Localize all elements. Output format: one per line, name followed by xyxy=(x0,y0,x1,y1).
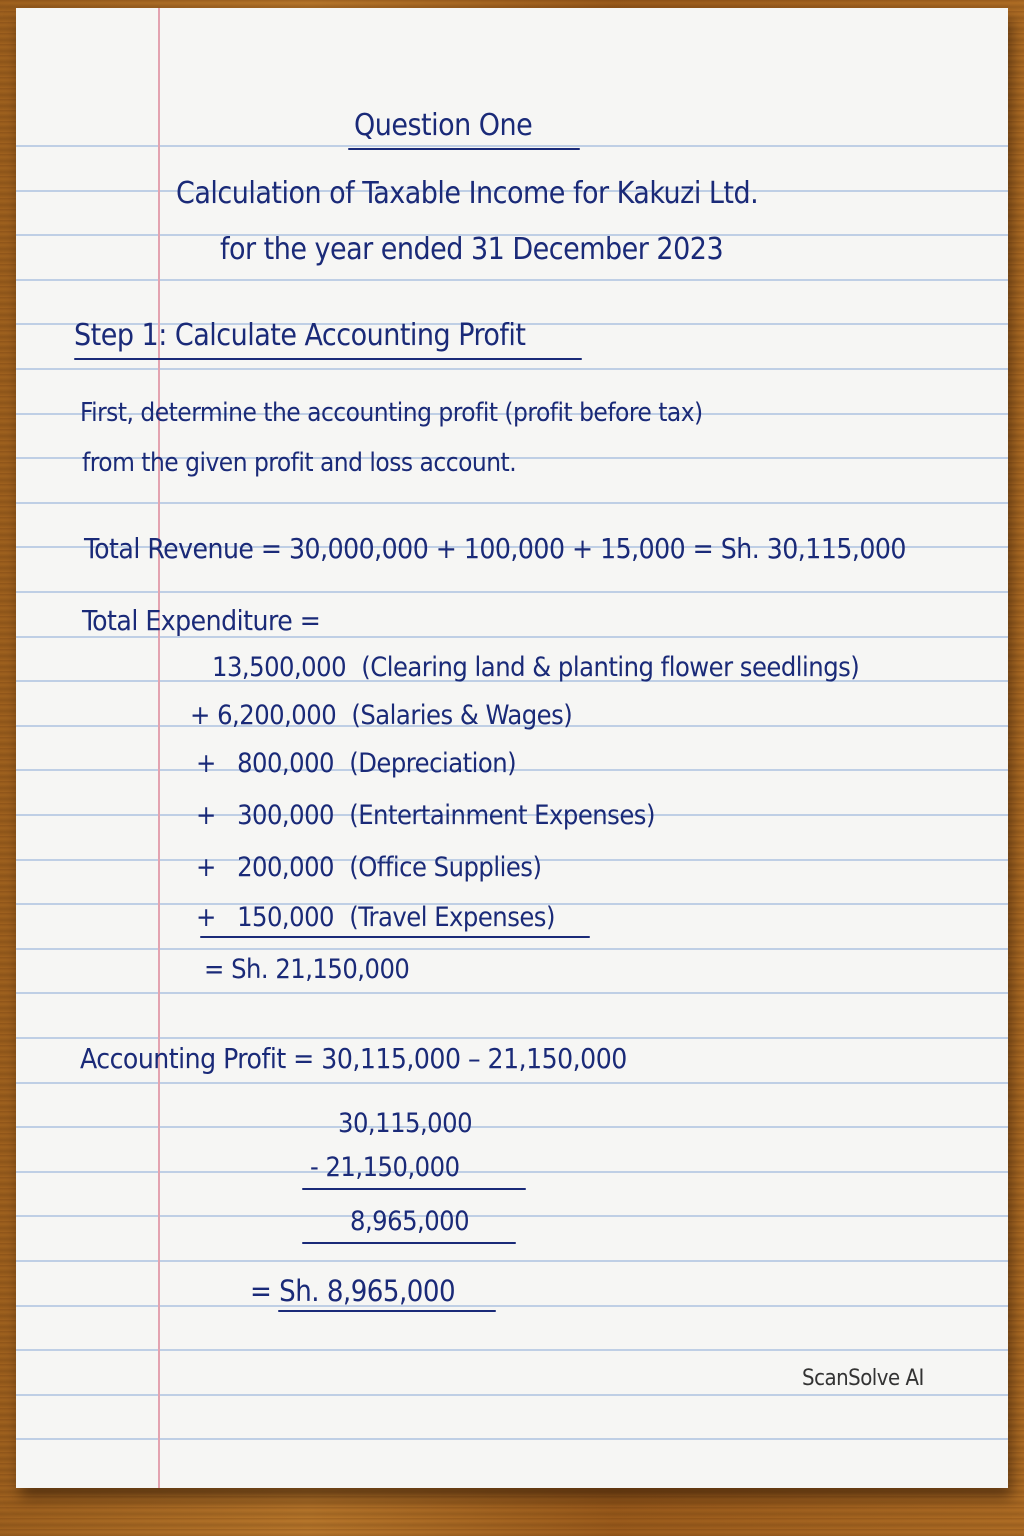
step1-underline xyxy=(74,358,582,360)
heading-underline xyxy=(348,148,580,150)
item-description: (Depreciation) xyxy=(349,748,517,779)
total-revenue: Total Revenue = 30,000,000 + 100,000 + 15,000 = Sh. 30,115,000 xyxy=(84,532,906,565)
step1-title: Step 1: Calculate Accounting Profit xyxy=(74,318,526,353)
rule-line xyxy=(16,279,1008,281)
subtitle-line-1: Calculation of Taxable Income for Kakuzi Ltd. xyxy=(176,176,759,211)
expenditure-item xyxy=(196,748,516,779)
total-expenditure-label: Total Expenditure = xyxy=(82,604,321,637)
item-description: (Salaries & Wages) xyxy=(351,700,573,731)
item-amount: 6,200,000 xyxy=(217,700,337,731)
item-sign: + xyxy=(196,852,216,883)
item-amount: 13,500,000 xyxy=(212,652,347,683)
subtraction-difference: 8,965,000 xyxy=(350,1206,470,1237)
expenditure-item xyxy=(196,800,655,831)
item-sign: + xyxy=(190,700,210,731)
margin-line xyxy=(158,8,160,1488)
item-description: (Travel Expenses) xyxy=(349,902,555,933)
rule-line xyxy=(16,1037,1008,1039)
rule-line xyxy=(16,502,1008,504)
rule-line xyxy=(16,1082,1008,1084)
rule-line xyxy=(16,1394,1008,1396)
rule-line xyxy=(16,1438,1008,1440)
expenditure-item xyxy=(196,902,555,933)
item-description: (Entertainment Expenses) xyxy=(349,800,655,831)
difference-underline xyxy=(302,1242,516,1244)
heading: Question One xyxy=(354,108,533,143)
subtraction-subtrahend: - 21,150,000 xyxy=(310,1152,460,1183)
final-result-underline xyxy=(278,1310,496,1312)
item-sign: + xyxy=(196,902,216,933)
subtitle-line-2: for the year ended 31 December 2023 xyxy=(220,232,724,267)
subtraction-minuend: 30,115,000 xyxy=(338,1108,473,1139)
rule-line xyxy=(16,591,1008,593)
item-amount: 300,000 xyxy=(237,800,334,831)
item-description: (Clearing land & planting flower seedlings) xyxy=(361,652,860,683)
rule-line xyxy=(16,368,1008,370)
intro-line-2: from the given profit and loss account. xyxy=(82,448,517,478)
rule-line xyxy=(16,992,1008,994)
accounting-profit-equation: Accounting Profit = 30,115,000 – 21,150,000 xyxy=(80,1042,627,1075)
rule-line xyxy=(16,1126,1008,1128)
rule-line xyxy=(16,1171,1008,1173)
item-description: (Office Supplies) xyxy=(349,852,542,883)
item-amount: 200,000 xyxy=(237,852,334,883)
item-amount: 800,000 xyxy=(237,748,334,779)
rule-line xyxy=(16,145,1008,147)
rule-line xyxy=(16,1349,1008,1351)
subtraction-line xyxy=(302,1188,526,1190)
final-result: = Sh. 8,965,000 xyxy=(250,1274,456,1308)
rule-line xyxy=(16,948,1008,950)
rule-line xyxy=(16,1305,1008,1307)
item-amount: 150,000 xyxy=(237,902,334,933)
expenditure-sum-line xyxy=(200,936,590,938)
expenditure-item xyxy=(196,852,541,883)
expenditure-item xyxy=(212,652,859,683)
item-sign: + xyxy=(196,748,216,779)
expenditure-item xyxy=(190,700,572,731)
intro-line-1: First, determine the accounting profit (profit before tax) xyxy=(80,398,703,428)
notebook-page xyxy=(16,8,1008,1488)
expenditure-total: = Sh. 21,150,000 xyxy=(204,954,410,985)
rule-line xyxy=(16,1215,1008,1217)
item-sign: + xyxy=(196,800,216,831)
rule-line xyxy=(16,1260,1008,1262)
watermark: ScanSolve AI xyxy=(802,1366,924,1391)
